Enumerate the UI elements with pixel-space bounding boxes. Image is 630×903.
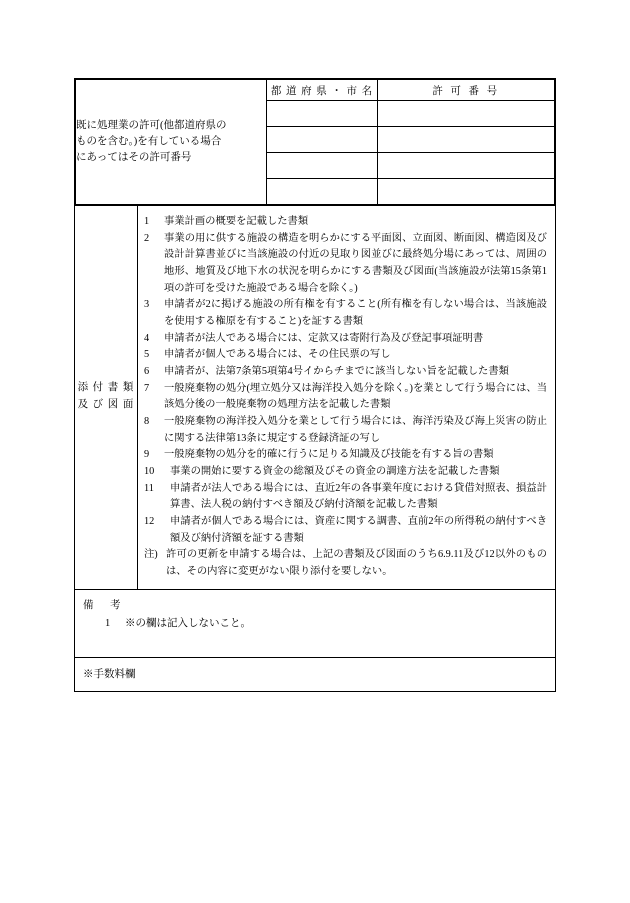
- list-item: [144, 214, 547, 231]
- attachment-label-cell: [75, 206, 138, 589]
- attachment-list: [138, 206, 555, 589]
- cell-permit-number[interactable]: [378, 127, 555, 153]
- list-item-text: 事業計画の概要を記載した書類: [164, 216, 309, 227]
- column-header-permit-number: 許 可 番 号: [378, 80, 555, 101]
- list-item-text: 申請者が法人である場合には、定款又は寄附行為及び登記事項証明書: [164, 332, 484, 344]
- list-item-number: 12: [144, 516, 155, 528]
- attachment-label-line-1: 添 付 書 類: [77, 382, 135, 394]
- remarks-item: [105, 615, 547, 633]
- list-item: [144, 414, 547, 447]
- fee-label: ※手数料欄: [83, 668, 136, 680]
- list-item-text: 事業の用に供する施設の構造を明らかにする平面図、立面図、断面図、構造図及び設計計算書並びに当該施設の付近の見取り図並びに最終処分場にあっては、周囲の地形、地質及び地下水の状況を明らかにする書類及び図面(当該施設が法第15条第1項の許可を受けた施設である場合を除く。): [164, 232, 547, 294]
- attachment-section: [75, 205, 555, 589]
- attachment-note-text: 許可の更新を申請する場合は、上記の書類及び図面のうち6.9.11及び12以外のものは、その内容に変更がない限り添付を要しない。: [166, 549, 547, 578]
- list-item-number: 9: [144, 449, 150, 461]
- list-item: [144, 331, 547, 348]
- permit-label-line-1: 既に処理業の許可(他都道府県の: [76, 119, 227, 131]
- list-item-text: 申請者が法人である場合には、直近2年の各事業年度における貸借対照表、損益計算書、法人税の納付すべき額及び納付済額を記載した書類: [170, 482, 547, 511]
- list-item: [144, 481, 547, 514]
- list-item-number: 10: [144, 466, 155, 478]
- cell-permit-number[interactable]: [378, 153, 555, 179]
- cell-permit-number[interactable]: [378, 179, 555, 205]
- attachment-label-line-2: 及 び 図 面: [77, 399, 135, 411]
- list-item: [144, 381, 547, 414]
- list-item-number: 6: [144, 366, 150, 378]
- list-item: [144, 447, 547, 464]
- list-item-text: 一般廃棄物の処分(埋立処分又は海洋投入処分を除く。)を業として行う場合には、当該処分後の一般廃棄物の処理方法を記載した書類: [164, 382, 547, 411]
- permit-header-row: [76, 80, 555, 101]
- list-item-number: 1: [144, 216, 150, 227]
- permit-label-cell: [76, 80, 267, 205]
- remarks-item-number: 1: [105, 617, 111, 629]
- list-item: [144, 514, 547, 547]
- list-item-text: 一般廃棄物の海洋投入処分を業として行う場合には、海洋汚染及び海上災害の防止に関する法律第13条に規定する登録済証の写し: [164, 416, 547, 444]
- list-item: [144, 231, 547, 298]
- list-item-number: 3: [144, 299, 150, 311]
- list-item-text: 申請者が個人である場合には、資産に関する調書、直前2年の所得税の納付すべき額及び納付済額を証する書類: [170, 516, 547, 544]
- column-header-prefecture-city: 都 道 府 県 ・ 市 名: [267, 80, 378, 101]
- permit-table: [75, 79, 555, 205]
- list-item: [144, 347, 547, 364]
- remarks-item-text: ※の欄は記入しないこと。: [125, 617, 251, 629]
- attachment-note: [144, 547, 547, 580]
- cell-prefecture-city[interactable]: [267, 101, 378, 127]
- cell-prefecture-city[interactable]: [267, 127, 378, 153]
- list-item: [144, 297, 547, 330]
- list-item-number: 8: [144, 416, 150, 428]
- list-item-text: 申請者が、法第7条第5項第4号イからチまでに該当しない旨を記載した書類: [164, 366, 509, 378]
- cell-permit-number[interactable]: [378, 101, 555, 127]
- fee-section: [75, 657, 555, 691]
- remarks-title: 備 考: [83, 599, 124, 611]
- list-item-number: 5: [144, 349, 150, 361]
- permit-label-line-3: にあってはその許可番号: [76, 152, 192, 164]
- list-item-text: 一般廃棄物の処分を的確に行うに足りる知識及び技能を有する旨の書類: [164, 449, 494, 461]
- permit-label-line-2: ものを含む。)を有している場合: [76, 135, 222, 147]
- remarks-section: [75, 589, 555, 657]
- list-item-number: 4: [144, 332, 150, 344]
- list-item: [144, 464, 547, 481]
- list-item-number: 7: [144, 382, 150, 394]
- application-form: [74, 78, 556, 692]
- cell-prefecture-city[interactable]: [267, 179, 378, 205]
- list-item-number: 11: [144, 482, 154, 494]
- list-item: [144, 364, 547, 381]
- list-item-text: 申請者が2に掲げる施設の所有権を有すること(所有権を有しない場合は、当該施設を使用する権原を有すること)を証する書類: [164, 299, 547, 328]
- list-item-text: 事業の開始に要する資金の総額及びその資金の調達方法を記載した書類: [170, 466, 500, 478]
- attachment-note-marker: 注): [144, 549, 158, 561]
- list-item-number: 2: [144, 232, 150, 244]
- cell-prefecture-city[interactable]: [267, 153, 378, 179]
- list-item-text: 申請者が個人である場合には、その住民票の写し: [164, 349, 391, 361]
